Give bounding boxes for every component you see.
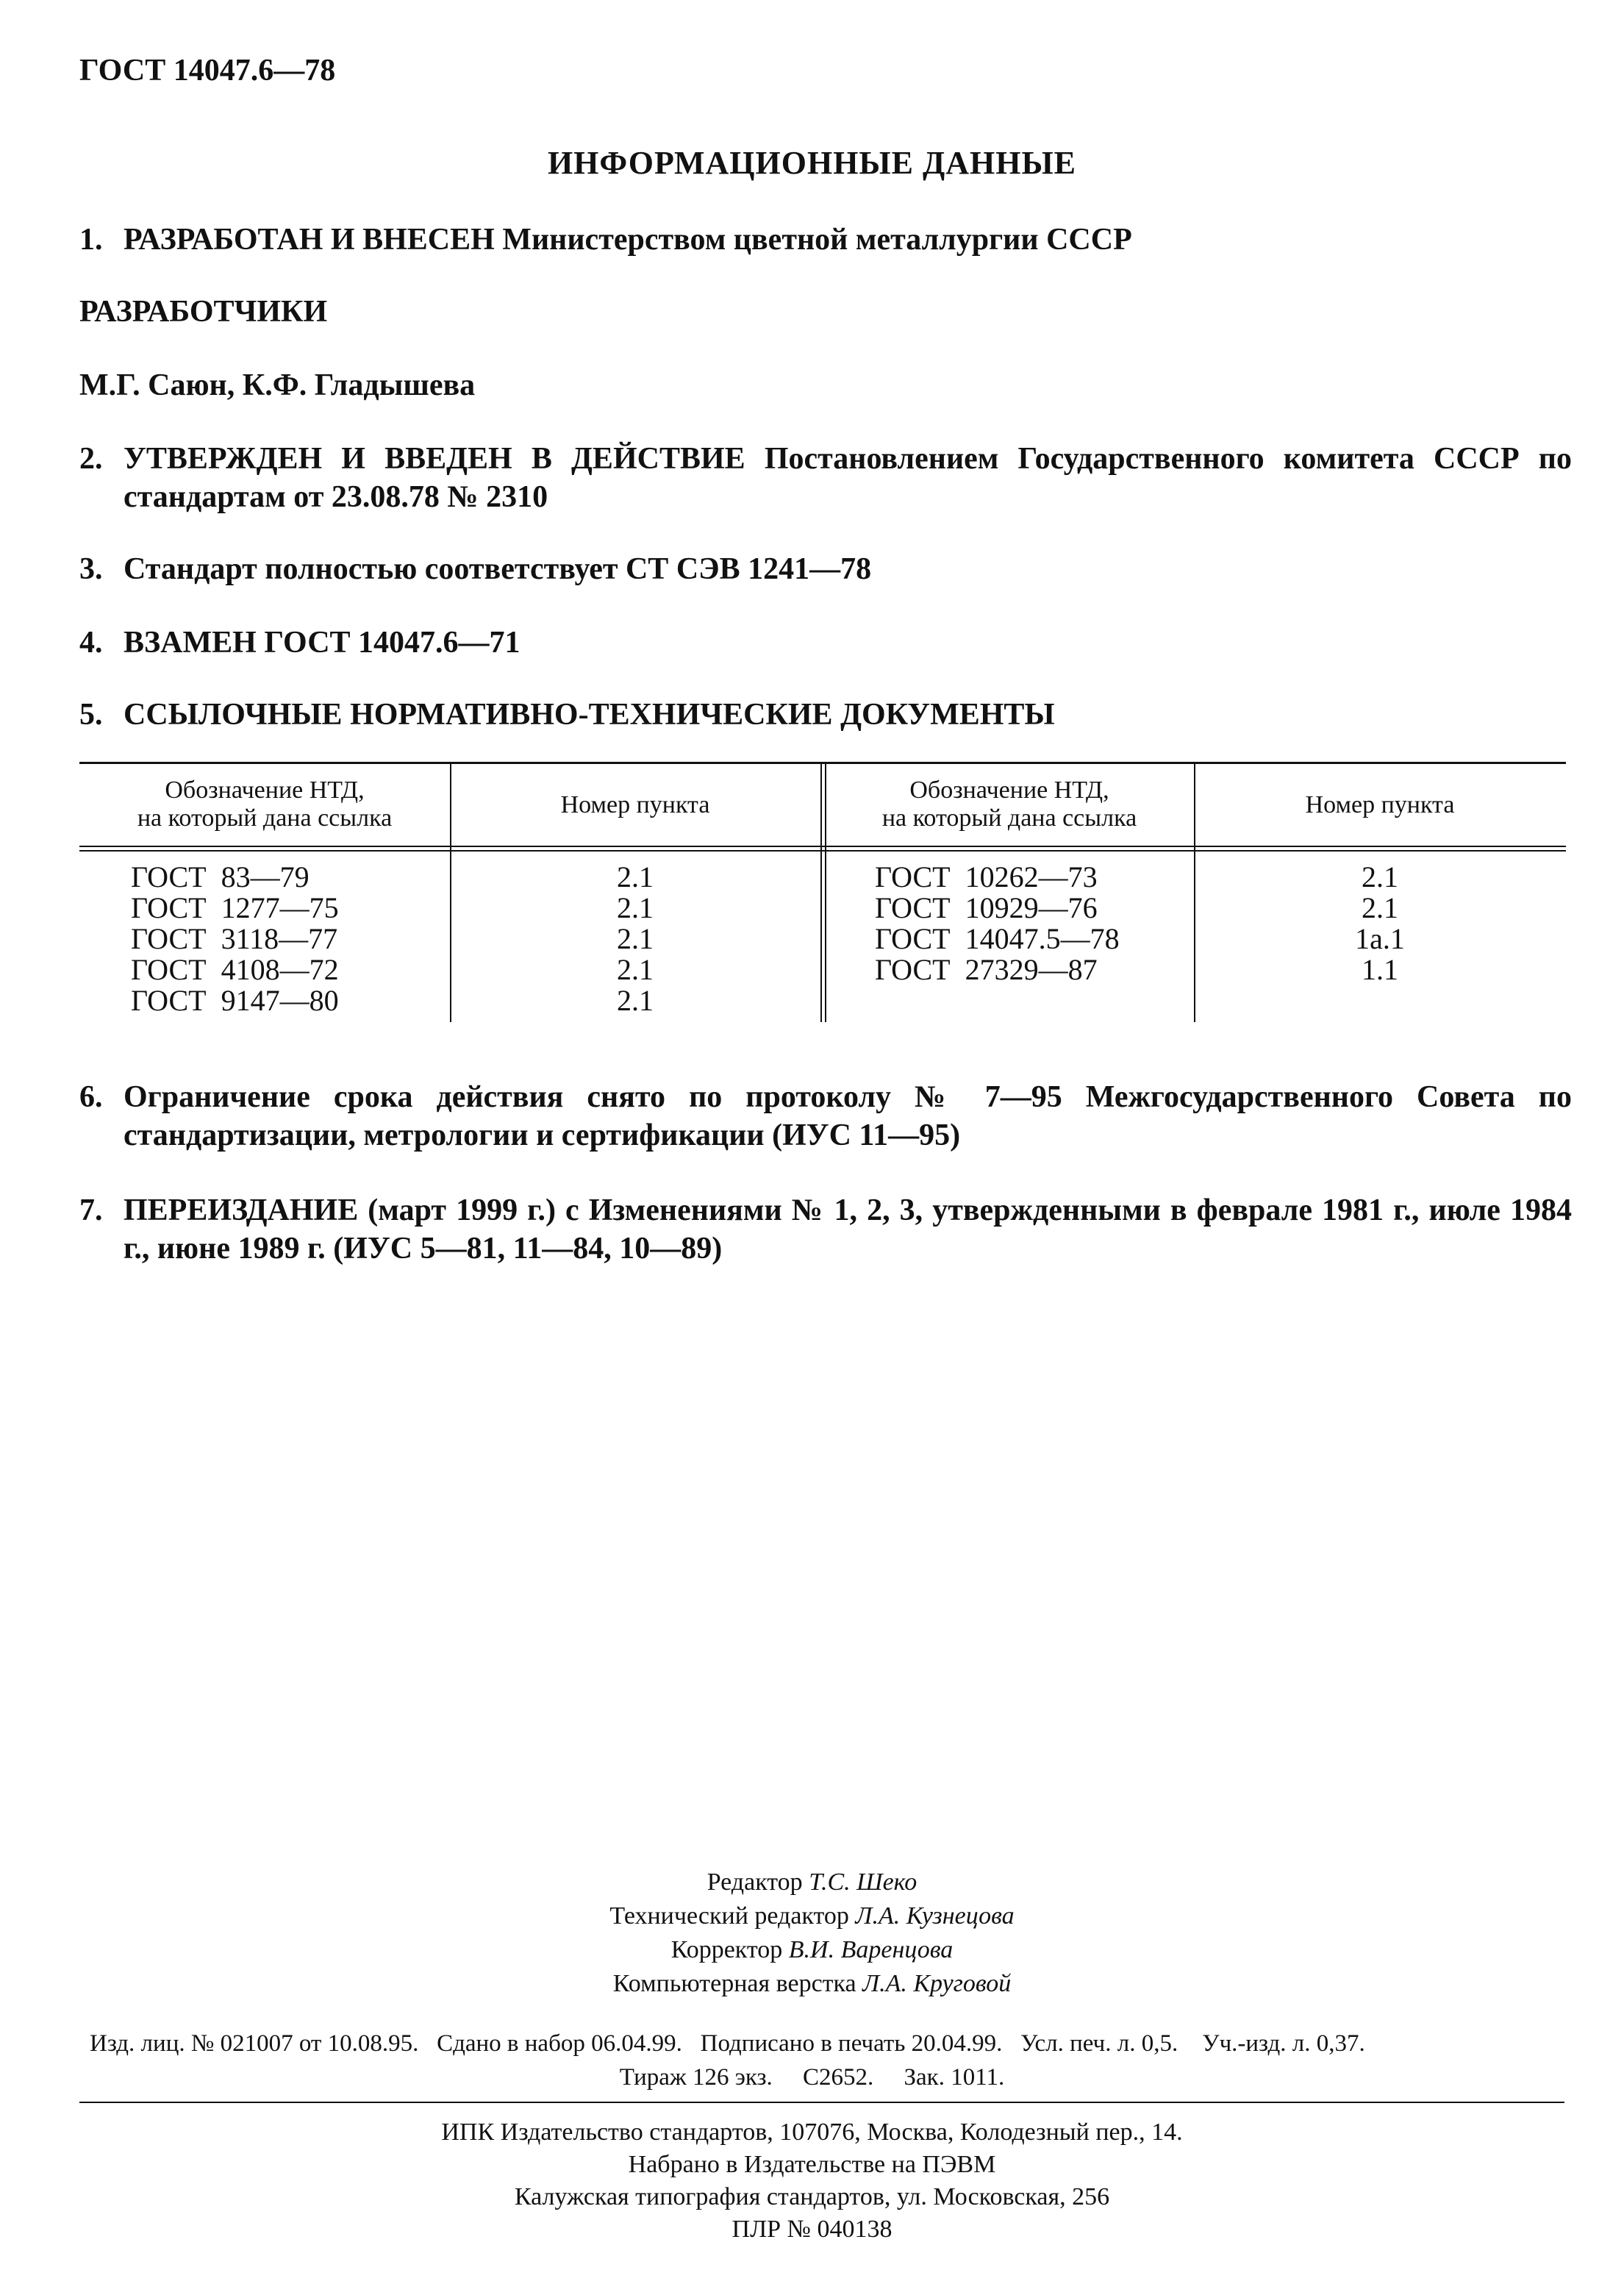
table-cell: ГОСТ 10262—73 bbox=[875, 860, 1098, 893]
table-cell: ГОСТ 10929—76 bbox=[875, 891, 1098, 924]
table-cell: 2.1 bbox=[617, 953, 654, 986]
imprint-line-2: Тираж 126 экз. С2652. Зак. 1011. bbox=[619, 2064, 1005, 2091]
table-cell: 1.1 bbox=[1362, 953, 1398, 986]
document-code: ГОСТ 14047.6—78 bbox=[79, 54, 336, 88]
reference-table bbox=[79, 762, 1566, 1022]
item-3-text: Стандарт полностью соответствует СТ СЭВ 1241—78 bbox=[124, 552, 872, 586]
item-number: 6. bbox=[79, 1080, 103, 1114]
publisher-line-4: ПЛР № 040138 bbox=[731, 2216, 893, 2243]
table-header-doc-right: Обозначение НТД, на который дана ссылка bbox=[881, 777, 1137, 832]
table-header-point-right: Номер пункта bbox=[1305, 791, 1455, 818]
item-2 bbox=[124, 440, 1572, 516]
table-cell: ГОСТ 4108—72 bbox=[131, 953, 339, 986]
item-1 bbox=[124, 221, 1572, 259]
table-cell: ГОСТ 83—79 bbox=[131, 860, 310, 893]
item-7 bbox=[124, 1191, 1572, 1268]
developers-heading: РАЗРАБОТЧИКИ bbox=[79, 295, 328, 329]
page-title: ИНФОРМАЦИОННЫЕ ДАННЫЕ bbox=[547, 145, 1077, 181]
table-cell: 1а.1 bbox=[1355, 922, 1405, 955]
table-cell: ГОСТ 9147—80 bbox=[131, 984, 339, 1017]
table-header-rule bbox=[79, 850, 1566, 852]
item-7-bold: ПЕРЕИЗДАНИЕ bbox=[124, 1193, 359, 1227]
item-7-text: (март 1999 г.) с Изменениями № 1, 2, 3, утвержденными в феврале 1981 г., июле 1984 г., июне 1989 г. (ИУС 5—81, 11—84, 10—89) bbox=[124, 1193, 1572, 1266]
item-number: 3. bbox=[79, 552, 103, 586]
table-header-rule bbox=[79, 846, 1566, 847]
publisher-line-1: ИПК Издательство стандартов, 107076, Москва, Колодезный пер., 14. bbox=[441, 2119, 1183, 2146]
item-number: 4. bbox=[79, 626, 103, 660]
item-2-bold: УТВЕРЖДЕН И ВВЕДЕН В ДЕЙСТВИЕ bbox=[124, 442, 745, 476]
item-number: 2. bbox=[79, 442, 103, 476]
table-top-rule bbox=[79, 762, 1566, 764]
table-cell: ГОСТ 1277—75 bbox=[131, 891, 339, 924]
item-2-text: Постановлением Государственного комитета СССР по стандартам от 23.08.78 № 2310 bbox=[124, 442, 1572, 514]
table-cell: ГОСТ 14047.5—78 bbox=[875, 922, 1120, 955]
table-cell: 2.1 bbox=[1362, 860, 1398, 893]
table-left-docs bbox=[131, 862, 339, 1016]
imprint-line-1: Изд. лиц. № 021007 от 10.08.95. Сдано в набор 06.04.99. Подписано в печать 20.04.99. Усл. печ. л. 0,5. Уч.-изд. л. 0,37. bbox=[90, 2030, 1365, 2057]
table-right-docs bbox=[875, 862, 1120, 985]
table-cell: 2.1 bbox=[617, 922, 654, 955]
credit-editor: Редактор Т.С. Шеко bbox=[707, 1869, 917, 1896]
table-cell: 2.1 bbox=[617, 860, 654, 893]
item-number: 1. bbox=[79, 223, 103, 257]
item-4-text: ВЗАМЕН ГОСТ 14047.6—71 bbox=[124, 626, 521, 660]
table-header-doc-left: Обозначение НТД, на который дана ссылка bbox=[137, 777, 393, 832]
table-cell: 2.1 bbox=[1362, 891, 1398, 924]
divider-rule bbox=[79, 2102, 1564, 2103]
item-5-text: ССЫЛОЧНЫЕ НОРМАТИВНО-ТЕХНИЧЕСКИЕ ДОКУМЕНТЫ bbox=[124, 698, 1055, 732]
item-number: 7. bbox=[79, 1193, 103, 1227]
table-cell: 2.1 bbox=[617, 984, 654, 1017]
developers-names: М.Г. Саюн, К.Ф. Гладышева bbox=[79, 368, 476, 402]
item-1-text: Министерством цветной металлургии СССР bbox=[502, 223, 1132, 257]
table-cell: 2.1 bbox=[617, 891, 654, 924]
credit-layout: Компьютерная верстка Л.А. Круговой bbox=[612, 1970, 1012, 1997]
table-right-points bbox=[1194, 862, 1566, 985]
item-6-text: Ограничение срока действия снято по протоколу № 7—95 Межгосударственного Совета по стандартизации, метрологии и сертификации (ИУС 11—95) bbox=[124, 1080, 1572, 1152]
publisher-line-2: Набрано в Издательстве на ПЭВМ bbox=[628, 2151, 996, 2178]
table-column-divider bbox=[820, 762, 822, 1022]
credit-tech-editor: Технический редактор Л.А. Кузнецова bbox=[609, 1902, 1015, 1930]
item-1-bold: РАЗРАБОТАН И ВНЕСЕН bbox=[124, 223, 495, 257]
table-header-point-left: Номер пункта bbox=[560, 791, 710, 818]
item-number: 5. bbox=[79, 698, 103, 732]
table-cell: ГОСТ 3118—77 bbox=[131, 922, 338, 955]
publisher-line-3: Калужская типография стандартов, ул. Московская, 256 bbox=[514, 2183, 1110, 2210]
credit-corrector: Корректор В.И. Варенцова bbox=[670, 1936, 954, 1963]
table-left-points bbox=[450, 862, 820, 1016]
table-cell: ГОСТ 27329—87 bbox=[875, 953, 1098, 986]
